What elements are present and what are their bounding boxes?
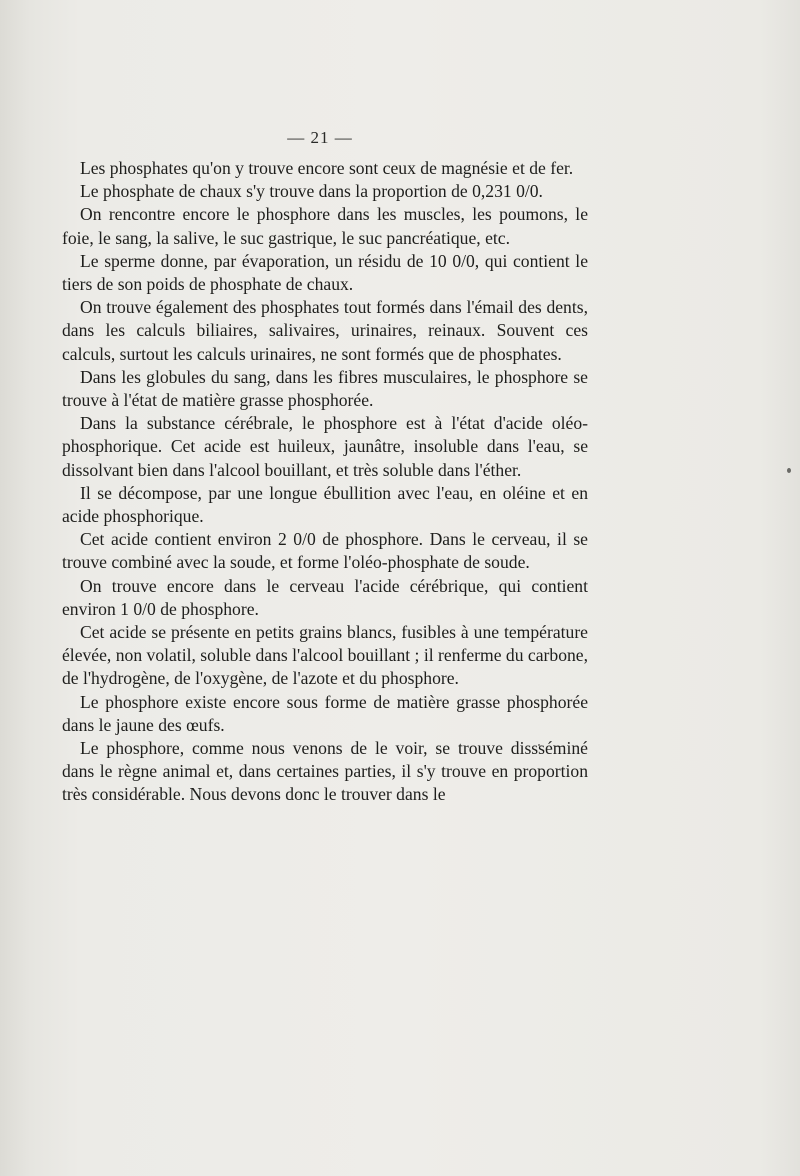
paragraph: Dans la substance cérébrale, le phosphore est à l'état d'acide oléo-phosphorique. Cet acide est huileux, jaunâtre, insoluble dans l'eau, se dissolvant bien dans l'alcool bouillant, et très soluble dans l'éther.	[62, 413, 588, 480]
paragraph: On trouve également des phosphates tout formés dans l'émail des dents, dans les calculs biliaires, salivaires, urinaires, reinaux. Souvent ces calculs, surtout les calculs urinaires, ne sont formés que de phosphates.	[62, 297, 588, 364]
paper-speck	[787, 468, 791, 473]
paragraph: Les phosphates qu'on y trouve encore sont ceux de magnésie et de fer.	[80, 158, 574, 178]
paragraph: Dans les globules du sang, dans les fibres musculaires, le phosphore se trouve à l'état de matière grasse phosphorée.	[62, 366, 588, 411]
paragraph: Le phosphate de chaux s'y trouve dans la proportion de 0,231 0/0.	[80, 181, 543, 202]
paragraph: Cet acide se présente en petits grains blancs, fusibles à une température élevée, non volatil, soluble dans l'alcool bouillant ; il renferme du carbone, de l'hydrogène, de l'oxygène, de l'azote et du phosphore.	[62, 622, 588, 689]
paragraph: Le phosphore existe encore sous forme de matière grasse phosphorée dans le jaune des œufs.	[62, 691, 588, 735]
page-number: — 21 —	[287, 128, 353, 147]
paragraph: On trouve encore dans le cerveau l'acide cérébrique, qui contient environ 1 0/0 de phosphore.	[62, 575, 588, 619]
page-body	[62, 157, 588, 807]
paragraph: On rencontre encore le phosphore dans les muscles, les poumons, le foie, le sang, la salive, le suc gastrique, le suc pancréatique, etc.	[62, 204, 588, 248]
paragraph: Cet acide contient environ 2 0/0 de phosphore. Dans le cerveau, il se trouve combiné avec la soude, et forme l'oléo-phosphate de soude.	[62, 529, 588, 573]
paragraph: Il se décompose, par une longue ébullition avec l'eau, en oléine et en acide phosphorique.	[62, 482, 588, 527]
paragraph: Le sperme donne, par évaporation, un résidu de 10 0/0, qui contient le tiers de son poids de phosphate de chaux.	[62, 250, 588, 295]
paragraph: Le phosphore, comme nous venons de le voir, se trouve dissséminé dans le règne animal et, dans certaines parties, il s'y trouve en proportion très considérable. Nous devons donc le trouver dans le	[62, 738, 588, 805]
